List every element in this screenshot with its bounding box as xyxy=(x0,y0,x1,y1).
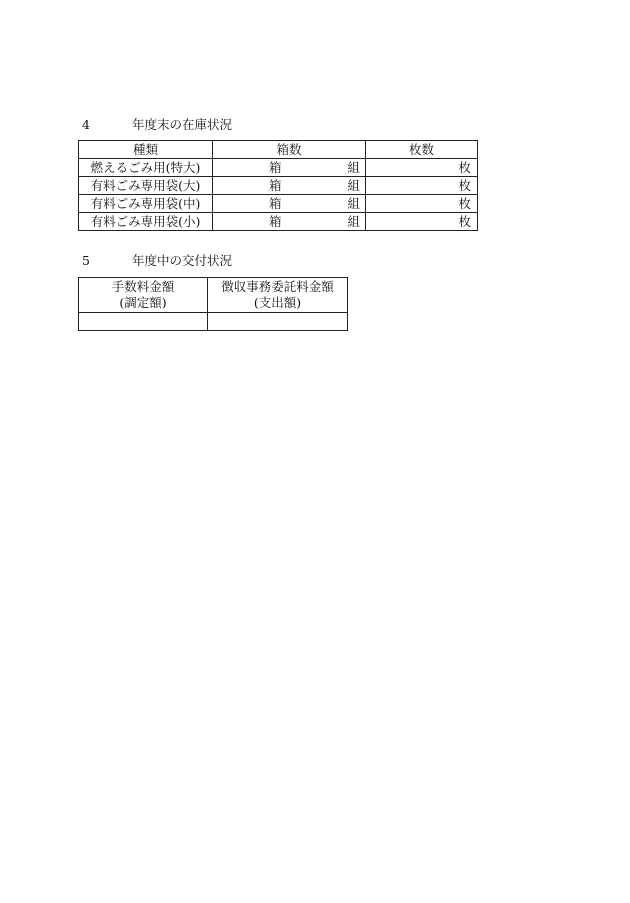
table-row xyxy=(79,177,478,195)
header-line: (支出額) xyxy=(253,295,302,310)
box-unit: 箱 xyxy=(269,196,282,211)
delivery-table xyxy=(78,277,348,331)
kind-cell: 有料ごみ専用袋(大) xyxy=(79,177,213,195)
header-fee-amount xyxy=(79,278,208,313)
section-number: 4 xyxy=(82,117,90,132)
kind-cell: 燃えるごみ用(特大) xyxy=(79,159,213,177)
set-unit: 組 xyxy=(347,178,360,193)
box-unit: 箱 xyxy=(269,160,282,175)
header-kind: 種類 xyxy=(79,141,213,159)
box-count-cell xyxy=(213,159,366,177)
header-boxes: 箱数 xyxy=(213,141,366,159)
kind-cell: 有料ごみ専用袋(小) xyxy=(79,213,213,231)
section-4-heading xyxy=(82,117,232,133)
set-unit: 組 xyxy=(347,196,360,211)
table-row xyxy=(79,313,348,331)
set-unit: 組 xyxy=(347,214,360,229)
box-count-cell xyxy=(213,195,366,213)
inventory-table xyxy=(78,140,478,231)
section-title: 年度末の在庫状況 xyxy=(132,117,233,132)
section-5-heading xyxy=(82,253,232,269)
sheet-count-cell: 枚 xyxy=(366,177,478,195)
table-header-row xyxy=(79,278,348,313)
header-sheets: 枚数 xyxy=(366,141,478,159)
header-line: 手数料金額 xyxy=(111,279,175,294)
table-row xyxy=(79,195,478,213)
box-count-cell xyxy=(213,213,366,231)
box-unit: 箱 xyxy=(269,214,282,229)
box-unit: 箱 xyxy=(269,178,282,193)
table-row xyxy=(79,213,478,231)
table-row xyxy=(79,159,478,177)
fee-amount-cell xyxy=(79,313,208,331)
kind-cell: 有料ごみ専用袋(中) xyxy=(79,195,213,213)
table-header-row xyxy=(79,141,478,159)
header-commission-amount xyxy=(208,278,348,313)
box-count-cell xyxy=(213,177,366,195)
set-unit: 組 xyxy=(347,160,360,175)
section-number: 5 xyxy=(82,253,90,268)
header-line: (調定額) xyxy=(119,295,167,310)
sheet-count-cell: 枚 xyxy=(366,195,478,213)
header-line: 徴収事務委託料金額 xyxy=(221,279,334,294)
sheet-count-cell: 枚 xyxy=(366,213,478,231)
commission-amount-cell xyxy=(208,313,348,331)
sheet-count-cell: 枚 xyxy=(366,159,478,177)
section-title: 年度中の交付状況 xyxy=(132,253,233,268)
